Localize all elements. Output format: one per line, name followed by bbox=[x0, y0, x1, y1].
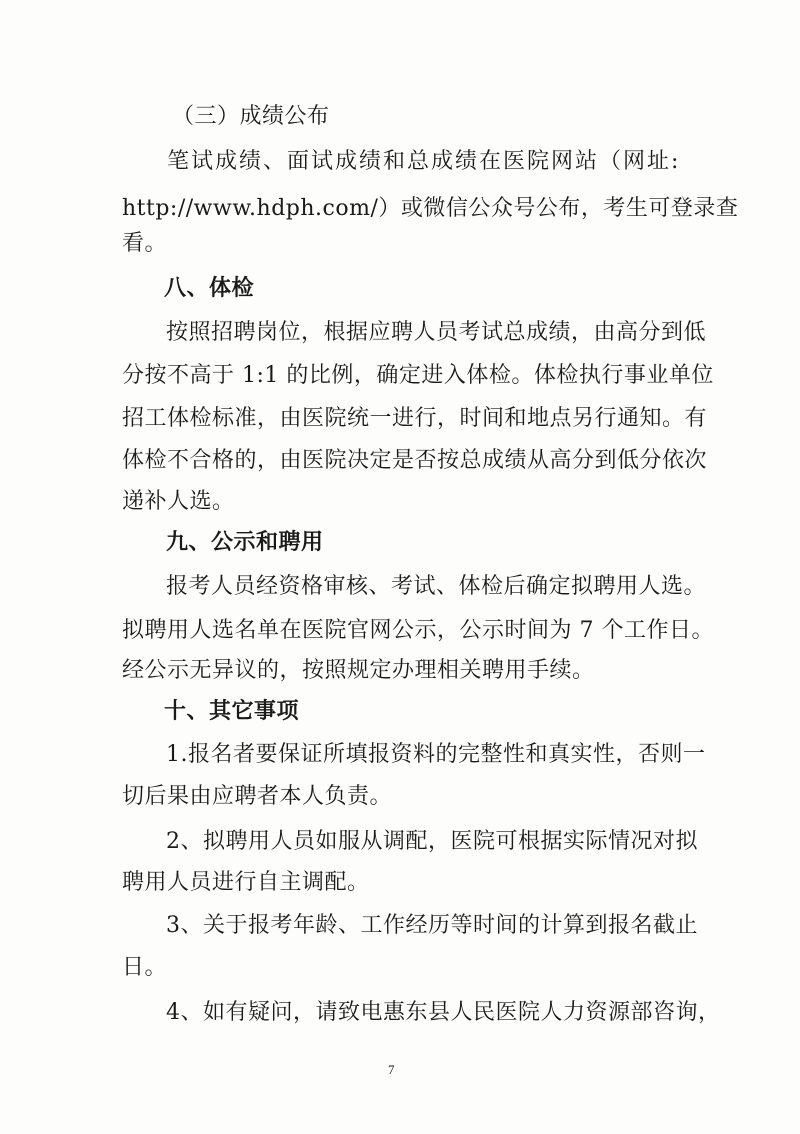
paragraph-line: 递补人选。 bbox=[122, 489, 235, 514]
paragraph-line: 体检不合格的，由医院决定是否按总成绩从高分到低分依次 bbox=[122, 448, 708, 473]
paragraph-line: 笔试成绩、面试成绩和总成绩在医院网站（网址: bbox=[167, 149, 681, 174]
paragraph-line: 分按不高于 1:1 的比例，确定进入体检。体检执行事业单位 bbox=[122, 363, 714, 388]
page-number: 7 bbox=[388, 1062, 395, 1077]
section-heading-other-matters: 十、其它事项 bbox=[164, 698, 300, 724]
paragraph-line: 1.报名者要保证所填报资料的完整性和真实性，否则一 bbox=[166, 742, 706, 767]
paragraph-line: 2、拟聘用人员如服从调配，医院可根据实际情况对拟 bbox=[166, 829, 698, 854]
paragraph-line: 经公示无异议的，按照规定办理相关聘用手续。 bbox=[122, 658, 595, 683]
subsection-heading-results: （三）成绩公布 bbox=[172, 104, 330, 129]
paragraph-line: 切后果由应聘者本人负责。 bbox=[122, 784, 393, 809]
paragraph-line: 日。 bbox=[122, 955, 168, 980]
section-heading-physical-exam: 八、体检 bbox=[164, 275, 255, 301]
paragraph-line: 看。 bbox=[122, 231, 168, 256]
paragraph-line: http://www.hdph.com/）或微信公众号公布，考生可登录查 bbox=[122, 196, 739, 221]
paragraph-line: 拟聘用人选名单在医院官网公示，公示时间为 7 个工作日。 bbox=[122, 618, 714, 643]
paragraph-line: 按照招聘岗位，根据应聘人员考试总成绩，由高分到低 bbox=[166, 320, 707, 345]
paragraph-line: 聘用人员进行自主调配。 bbox=[122, 870, 370, 895]
paragraph-line: 4、如有疑问，请致电惠东县人民医院人力资源部咨询， bbox=[166, 1000, 721, 1025]
paragraph-line: 3、关于报考年龄、工作经历等时间的计算到报名截止 bbox=[166, 913, 698, 938]
paragraph-line: 报考人员经资格审核、考试、体检后确定拟聘用人选。 bbox=[166, 574, 707, 599]
paragraph-line: 招工体检标准，由医院统一进行，时间和地点另行通知。有 bbox=[122, 406, 708, 431]
section-heading-publicity-hiring: 九、公示和聘用 bbox=[166, 529, 324, 555]
